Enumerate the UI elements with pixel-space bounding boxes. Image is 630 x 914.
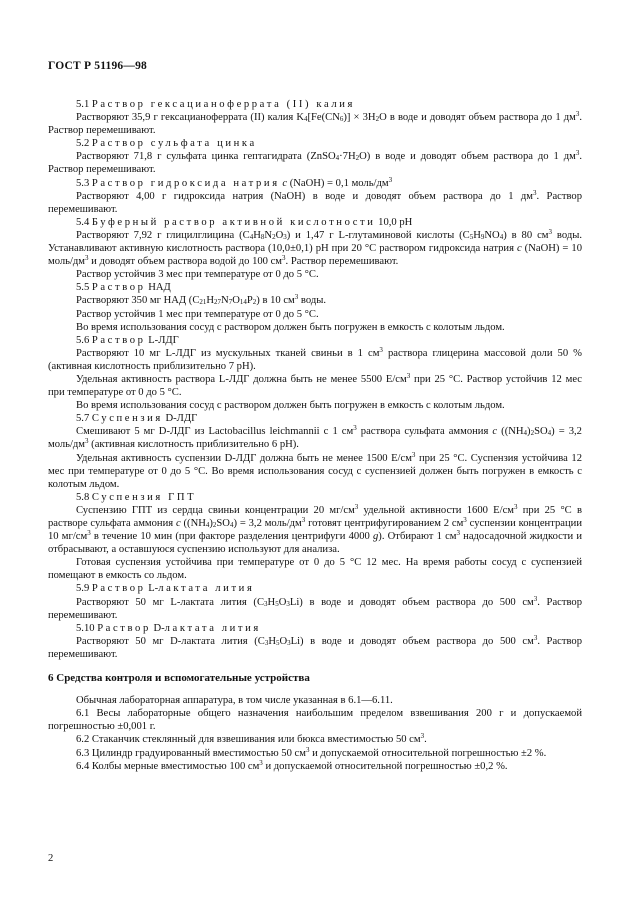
document-body <box>48 98 582 773</box>
paragraph: Раствор устойчив 3 мес при температуре от 0 до 5 °C. <box>76 269 319 281</box>
paragraph: Готовая суспензия устойчива при температуре от 0 до 5 °C 12 мес. На время работы сосуд с суспензией помещают в емкость со льдом. <box>48 557 582 582</box>
paragraph: 5.9 Раствор L-лактата лития <box>76 583 255 595</box>
paragraph: Растворяют 50 мг L-лактата лития $(C_3H_5O_3Li)$ в воде и доводят объем раствора до 500 $см^3$. Раствор перемешивают. <box>48 594 583 621</box>
paragraph: Растворяют 10 мг L-ЛДГ из мускульных тканей свиньи в 1 $см^3$ раствора глицерина массовой доли 50 % (активная кислотность приблизительно 7 pH). <box>48 345 582 372</box>
paragraph: 5.3 Раствор гидроксида натрия c (NaOH) = 0,1 моль/$дм^3$ <box>76 175 393 189</box>
paragraph: Во время использования сосуд с раствором должен быть погружен в емкость с колотым льдом. <box>76 321 505 333</box>
paragraph: 5.6 Раствор L-ЛДГ <box>76 334 179 346</box>
paragraph: Растворяют 350 мг НАД $(C_{21}H_{27}N_7O_{14}P_2)$ в 10 $см^3$ воды. <box>76 293 326 307</box>
paragraph: Растворяют 35,9 г гексацианоферрата (II) калия $K_4[Fe(CN_6)] \times 3H_2O$ в воде и доводят объем раствора до 1 $дм^3$. Раствор перемешивают. <box>48 110 582 137</box>
paragraph: Во время использования сосуд с раствором должен быть погружен в емкость с колотым льдом. <box>76 400 505 412</box>
paragraph: 5.8 Суспензия ГПТ <box>76 491 197 503</box>
paragraph: 5.5 Раствор НАД <box>76 282 171 294</box>
paragraph: Удельная активность суспензии D-ЛДГ должна быть не менее 1500 $Е/см^3$ при 25 °C. Суспензия устойчива 12 мес при температуре от 0 до 5 °C. Во время использования сосуд с суспензией должен быть погружен в емкость с колотым льдом. <box>48 450 582 490</box>
paragraph: Обычная лабораторная аппаратура, в том числе указанная в 6.1—6.11. <box>76 695 393 707</box>
document-header: ГОСТ Р 51196—98 <box>48 60 147 72</box>
paragraph: Суспензию ГПТ из сердца свиньи концентрации 20 $мг/см^3$ удельной активности 1600 $Е/см^3$ при 25 °C в растворе сульфата аммония c $((NH_4)_2SO_4) = 3,2$ моль/$дм^3$ готовят центрифугированием 2 $см^3$ суспензии концентрации 10 $мг/см^3$ в течение 10 мин (при факторе разделения центрифуги 4000 g). Отбирают 1 $см^3$ надосадочной жидкости и отбрасывают, а оставшуюся суспензию используют для анализа. <box>48 502 582 556</box>
section-heading: 6 Средства контроля и вспомогательные устройства <box>48 672 310 685</box>
paragraph: 5.1 Раствор гексацианоферрата (II) калия <box>76 99 355 110</box>
paragraph: Растворяют 71,8 г сульфата цинка гептагидрата $(ZnSO_4\cdot 7H_2O)$ в воде и доводят объем раствора до 1 $дм^3$. Раствор перемешивают. <box>48 149 582 176</box>
paragraph: Растворяют 7,92 г глицилглицина $(C_4H_8N_2O_3)$ и 1,47 г L-глутаминовой кислоты $(C_5H_9NO_4)$ в 80 $см^3$ воды. Устанавливают активную кислотность раствора (10,0±0,1) pH при 20 °C раствором гидроксида натрия c (NaOH) = 10 моль/$дм^3$ и доводят объем раствора водой до 100 $см^3$. Раствор перемешивают. <box>48 227 582 268</box>
paragraph: Растворяют 50 мг D-лактата лития $(C_3H_5O_3Li)$ в воде и доводят объем раствора до 500 $см^3$. Раствор перемешивают. <box>48 633 583 660</box>
paragraph: 6.1 Весы лабораторные общего назначения наибольшим пределом взвешивания 200 г и допускаемой погрешностью ±0,001 г. <box>48 708 582 733</box>
paragraph: 6.3 Цилиндр градуированный вместимостью 50 $см^3$ и допускаемой относительной погрешностью ±2 %. <box>76 745 547 759</box>
paragraph: 6.4 Колбы мерные вместимостью 100 $см^3$ и допускаемой относительной погрешностью ±0,2 %. <box>76 758 508 772</box>
paragraph: Растворяют 4,00 г гидроксида натрия (NaOH) в воде и доводят объем раствора до 1 $дм^3$. Раствор перемешивают. <box>48 188 583 215</box>
paragraph: 5.10 Раствор D-лактата лития <box>76 622 261 634</box>
paragraph: Смешивают 5 мг D-ЛДГ из Lactobacillus leichmannii с 1 $см^3$ раствора сульфата аммония c $((NH_4)_2SO_4) = 3,2$ моль/$дм^3$ (активная кислотность приблизительно 6 pH). <box>48 424 582 451</box>
paragraph: 5.7 Суспензия D-ЛДГ <box>76 413 198 425</box>
paragraph: 5.2 Раствор сульфата цинка <box>76 138 257 150</box>
paragraph: 5.4 Буферный раствор активной кислотности 10,0 pH <box>76 216 413 228</box>
paragraph: Удельная активность раствора L-ЛДГ должна быть не менее 5500 $Е/см^3$ при 25 °C. Раствор устойчив 12 мес при температуре от 0 до 5 °C. <box>48 371 582 399</box>
paragraph: Раствор устойчив 1 мес при температуре от 0 до 5 °C. <box>76 308 319 320</box>
page-number: 2 <box>48 853 54 864</box>
paragraph: 6.2 Стаканчик стеклянный для взвешивания или бюкса вместимостью 50 $см^3$. <box>76 732 427 746</box>
